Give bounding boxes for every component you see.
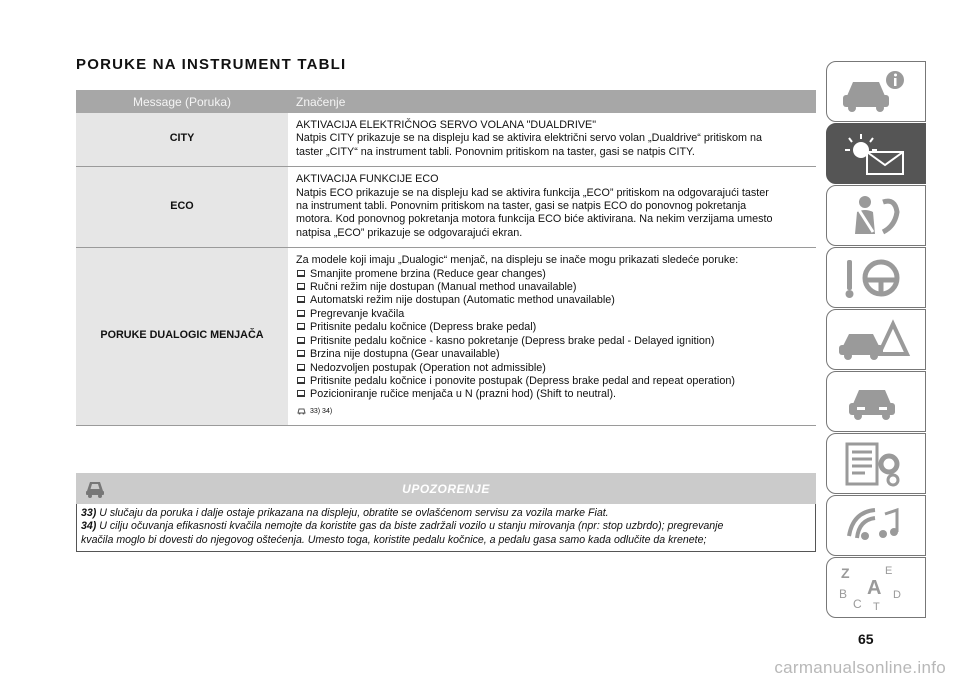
page-number: 65 <box>858 631 874 647</box>
technical-data-icon <box>835 440 915 488</box>
sidebar-tab-warning-lights[interactable] <box>826 123 926 184</box>
warning-item-continuation: kvačila moglo bi dovesti do njegovog oštećenja. Umesto toga, koristite pedalu kočnice, a pedalu gasa samo kada odlučite da krenete; <box>81 533 707 546</box>
chapter-sidebar <box>826 61 926 613</box>
sidebar-tab-index[interactable] <box>826 557 926 618</box>
meaning-line: na instrument tabli. Ponovnim pritiskom na taster, gasi se natpis ECO do ponovnog pokretanja <box>296 200 747 213</box>
warning-item: 33) U slučaju da poruka i dalje ostaje prikazana na displeju, obratite se ovlašćenom servisu za vozila marke Fiat. <box>81 507 609 519</box>
warning-references: 33) 34) <box>296 405 808 418</box>
column-header-message: Message (Poruka) <box>76 90 288 113</box>
page-title: PORUKE NA INSTRUMENT TABLI <box>76 56 347 73</box>
warning-body <box>76 504 816 552</box>
warning-light-message-icon <box>835 130 915 178</box>
message-key: PORUKE DUALOGIC MENJAČA <box>76 248 288 426</box>
warning-box <box>76 473 816 552</box>
warning-title: UPOZORENJE <box>402 482 490 496</box>
index-letter: Z <box>841 565 850 581</box>
checkbox-bullet-icon <box>297 337 305 344</box>
bullet-item: Nedozvoljen postupak (Operation not admissible) <box>296 362 808 375</box>
meaning-line: Natpis CITY prikazuje se na displeju kad se aktivira električni servo volan „Dualdrive“ pritiskom na <box>296 132 763 145</box>
message-meaning <box>288 248 816 426</box>
bullet-item: Ručni režim nije dostupan (Manual method unavailable) <box>296 281 808 294</box>
checkbox-bullet-icon <box>297 377 305 384</box>
checkbox-bullet-icon <box>297 364 305 371</box>
bullet-item: Smanjite promene brzina (Reduce gear changes) <box>296 268 808 281</box>
warning-item: 34) U cilju očuvanja efikasnosti kvačila nemojte da koristite gas da biste zadržali vozilo u stanju mirovanja (npr: stop uzbrdo); pregrevanje <box>81 520 724 533</box>
checkbox-bullet-icon <box>297 390 305 397</box>
checkbox-bullet-icon <box>297 270 305 277</box>
index-letter: T <box>873 601 880 612</box>
multimedia-icon <box>835 502 915 550</box>
message-meaning <box>288 113 816 167</box>
bullet-item: Brzina nije dostupna (Gear unavailable) <box>296 348 808 361</box>
message-key: CITY <box>76 113 288 167</box>
sidebar-tab-car-info[interactable] <box>826 61 926 122</box>
meaning-line: natpisa „ECO” prikazuje se odgovarajući ekran. <box>296 226 523 239</box>
index-abc-icon <box>835 564 915 612</box>
checkbox-bullet-icon <box>297 283 305 290</box>
meaning-line: motora. Kod ponovnog pokretanja motora funkcija ECO biće aktivirana. Na nekim verzijama umesto <box>296 213 773 226</box>
warning-header <box>76 473 816 504</box>
meaning-line: Natpis ECO prikazuje se na displeju kad se aktivira funkcija „ECO” pritiskom na odgovarajući taster <box>296 186 769 199</box>
bullet-item: Pritisnite pedalu kočnice i ponovite postupak (Depress brake pedal and repeat operation) <box>296 375 808 388</box>
index-letter: D <box>893 589 901 601</box>
bullet-item: Pozicioniranje ručice menjača u N (prazni hod) (Shift to neutral). <box>296 388 808 401</box>
bullet-item: Pritisnite pedalu kočnice (Depress brake pedal) <box>296 321 808 334</box>
key-steering-wheel-icon <box>835 254 915 302</box>
sidebar-tab-safety[interactable] <box>826 185 926 246</box>
sidebar-tab-emergency[interactable] <box>826 309 926 370</box>
messages-table <box>76 90 816 426</box>
index-letter: B <box>839 587 848 601</box>
bullet-item: Pregrevanje kvačila <box>296 308 808 321</box>
index-letter: A <box>867 577 882 599</box>
checkbox-bullet-icon <box>297 296 305 303</box>
sidebar-tab-starting-driving[interactable] <box>826 247 926 308</box>
table-row <box>76 167 816 248</box>
checkbox-bullet-icon <box>297 323 305 330</box>
table-row <box>76 248 816 426</box>
column-header-meaning: Značenje <box>288 90 816 113</box>
bullet-item: Automatski režim nije dostupan (Automatic method unavailable) <box>296 294 808 307</box>
checkbox-bullet-icon <box>297 310 305 317</box>
message-key: ECO <box>76 167 288 248</box>
meaning-line: taster „CITY“ na instrument tabli. Ponovnim pritiskom na taster, gasi se natpis CITY. <box>296 145 695 158</box>
safety-seatbelt-icon <box>835 192 915 240</box>
bullet-item: Pritisnite pedalu kočnice - kasno pokretanje (Depress brake pedal - Delayed ignition) <box>296 335 808 348</box>
meaning-line: AKTIVACIJA FUNKCIJE ECO <box>296 173 439 186</box>
car-info-icon <box>835 68 915 116</box>
sidebar-tab-maintenance[interactable] <box>826 371 926 432</box>
checkbox-bullet-icon <box>297 350 305 357</box>
car-maintenance-icon <box>835 378 915 426</box>
table-header-row <box>76 90 816 113</box>
table-row <box>76 113 816 167</box>
meaning-intro: Za modele koji imaju „Dualogic“ menjač, na displeju se inače mogu prikazati sledeće poruke: <box>296 254 739 267</box>
message-meaning <box>288 167 816 248</box>
sidebar-tab-technical-data[interactable] <box>826 433 926 494</box>
warning-car-icon <box>296 406 307 415</box>
watermark: carmanualsonline.info <box>774 658 946 677</box>
index-letter: C <box>853 597 862 611</box>
car-breakdown-icon <box>835 316 915 364</box>
index-letter: E <box>885 565 893 577</box>
meaning-line: AKTIVACIJA ELEKTRIČNOG SERVO VOLANA "DUALDRIVE" <box>296 119 597 131</box>
sidebar-tab-multimedia[interactable] <box>826 495 926 556</box>
